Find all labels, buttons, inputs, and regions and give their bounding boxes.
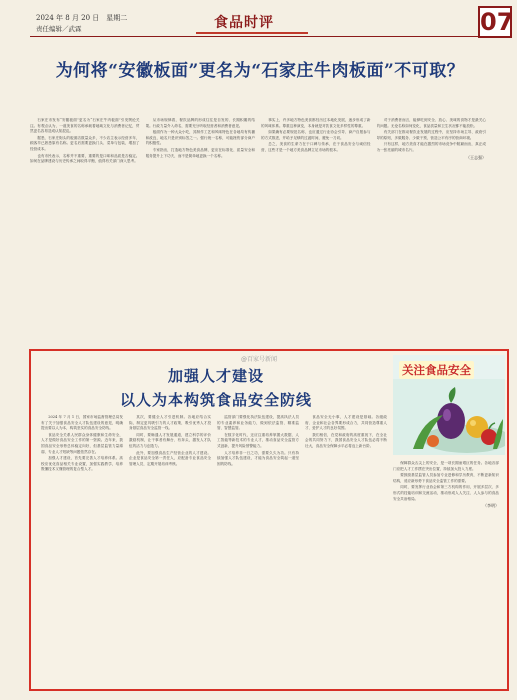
article-column-3: 事实上，许多地方特色美食都经历过本地化发展，逐步形成了新的风味体系。尊重这种演变，本身就是对饮食文化多样性的尊重。 如果确有必要规范名称，也应通过行业协会引导、商户自愿参与的方式推进，并给予足够的过渡时间，避免一刀切。 总之，美食的生命力在于口碑与传承，在于食品安全与诚信经营，这些才是一个地方美食品牌立足市场的根本。 <box>261 118 371 152</box>
header-rule <box>30 36 478 37</box>
feature-column-4: 食品安全无小事，人才建设是基础。各级政府、企业和社会各界要形成合力，共同营造尊重人才、爱护人才的良好氛围。 我们相信，在党和政府的高度重视下，在全社会的共同努力下，我国食品安全人才队伍必将不断壮大，食品安全保障水平必将迈上新台阶。 <box>305 415 387 448</box>
article-column-1: 石家庄市发布“安徽板面”更名为“石家庄牛肉板面”引发舆论关注。有观点认为，一道美食的名称承载着地域文化与消费者记忆，贸然更名容易造成认知混乱。 据悉，石家庄街头的板面店数量众多，不少店主表示经营多年，顾客早已熟悉原有名称。更名后需要更换门头、菜单与包装，增加了经营成本。 也有市民表示，名称并不重要，重要的是口味和品质是否稳定。如何在品牌建设与历史传承之间取得平衡，值得有关部门深入思考。 <box>30 118 140 164</box>
masthead <box>0 0 517 44</box>
section-title: 食品时评 <box>214 15 274 31</box>
main-article-body <box>30 118 486 340</box>
watermark: @百家号新闻 <box>241 356 278 363</box>
editor-credit: 责任编辑／武霖 <box>36 25 82 33</box>
feature-title-line1: 加强人才建设 <box>167 367 264 385</box>
feature-article-box <box>29 349 509 691</box>
feature-column-1: 2024 年 7 月 1 日，国家市场监督管理总局发布了关于加强食品安全人才队伍建设的意见，明确提出要以人为本，构筑坚实的食品安全防线。 食品安全关系人民群众身体健康和生命安全，人才是做好食品安全工作的第一资源。近年来，我国食品安全形势总体稳定向好，但基层监管力量薄弱、专业人才短缺等问题依然存在。 加强人才建设，首先要完善人才培养体系。高校应优化食品相关专业设置，加强实践教学，培养既懂技术又懂管理的复合型人才。 <box>41 415 123 472</box>
article-signature: （王志强） <box>466 154 486 160</box>
article-column-2: 从市场规律看，餐饮品牌的形成往往是自发的、长期积累的结果。行政力量介入命名，需要充分听取经营者和消费者意见。 板面作为一种大众小吃，其制作工艺和风味特色在各地均有传播和改良，地名只是识别标签之一。强行统一名称，可能挫伤部分商户的积极性。 专家指出，打造地方特色美食品牌，更应在标准化、质量安全和服务提升上下功夫，而不是简单地更换一个名称。 <box>145 118 255 158</box>
page-number: 07 <box>480 8 514 36</box>
feature-column-right: 保障群众舌尖上的安全，是一项长期而艰巨的任务。各地各部门应把人才工作摆在突出位置，持续加大投入力度。 要鼓励基层监管人员参加专业进修和学历教育，不断更新知识结构，适应新形势下食品安全监管工作的需要。 同时，要发挥行业协会和第三方机构的作用，开展多层次、多形式的技能培训和交流活动，推动形成人人关注、人人参与的食品安全共治格局。 （李明） <box>393 461 499 509</box>
feature-title-line2: 以人为本构筑食品安全防线 <box>119 391 312 409</box>
badge-title: 关注食品安全 <box>399 361 474 379</box>
feature-signature: （李明） <box>483 503 499 509</box>
article-column-4: 对于消费者而言，能够吃到安全、放心、美味的食物才是最关心的问题。无论名称如何变化，食品质量和卫生状况都不能放松。 有关部门在推动餐饮业发展的过程中，应坚持市场主导、政府引导的原则，多做服务、少做干预，营造公平有序的营商环境。 只有这样，地方美食才能在激烈的市场竞争中脱颖而出，真正成为一张亮丽的城市名片。 （王志强） <box>376 118 486 160</box>
issue-date: 2024 年 8 月 20 日 星期二 <box>36 14 128 22</box>
main-headline: 为何将“安徽板面”更名为“石家庄牛肉板面”不可取？ <box>55 61 465 81</box>
feature-column-2: 其次，要健全人才引进机制。各地应结合实际，制定更具吸引力的人才政策，吸引优秀人才投身基层食品安全监管一线。 同时，要畅通人才发展通道，建立科学的评价激励机制，让干事者有舞台、有奔头，激发人才队伍的活力与创造力。 此外，要加强食品生产经营企业的人才建设。企业是食品安全第一责任人，应配备专业食品安全管理人员，定期开展培训考核。 <box>129 415 211 466</box>
section-underline <box>196 32 308 34</box>
feature-column-3: 监管部门要强化执法队伍建设，提高执法人员的专业素养和业务能力，做到依法监管、精准监管、智慧监管。 在数字化时代，还应注重培养掌握大数据、人工智能等新技术的专业人才，推动食品安全监管方式创新，提升风险预警能力。 人才培养非一日之功，需要久久为功。只有持续加强人才队伍建设，才能为食品安全筑起一道坚固的防线。 <box>217 415 299 466</box>
